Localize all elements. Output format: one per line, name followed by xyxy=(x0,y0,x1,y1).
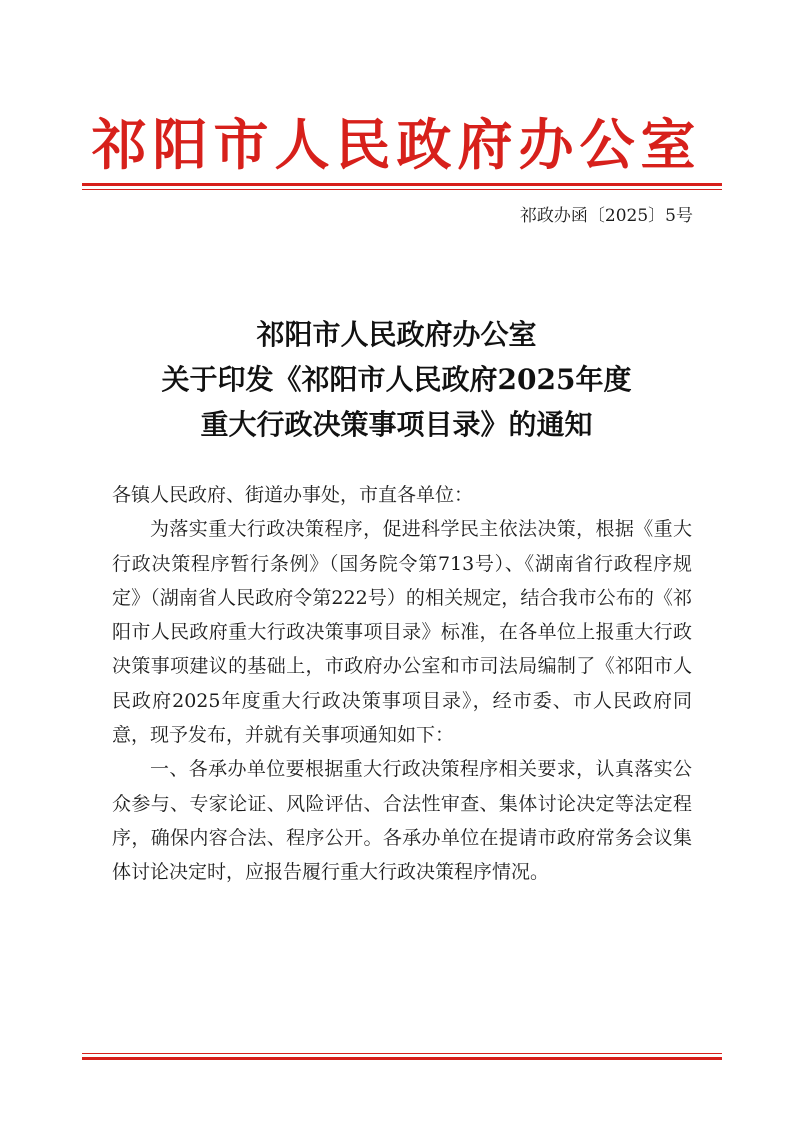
title-line-3: 重大行政决策事项目录》的通知 xyxy=(200,408,593,441)
document-title xyxy=(0,312,793,447)
salutation: 各镇人民政府、街道办事处，市直各单位： xyxy=(112,484,474,506)
document-body xyxy=(112,478,692,890)
footer-red-rule-thick xyxy=(82,1057,722,1060)
document-number: 祁政办函〔2025〕5号 xyxy=(519,206,693,226)
header-red-rule-thick xyxy=(82,183,722,186)
footer-red-rule-thin xyxy=(82,1053,722,1054)
header-red-rule-thin xyxy=(82,189,722,190)
body-paragraph-1: 为落实重大行政决策程序，促进科学民主依法决策，根据《重大行政决策程序暂行条例》（国务院令第713号）、《湖南省行政程序规定》（湖南省人民政府令第222号）的相关规定，结合我市公布的《祁阳市人民政府重大行政决策事项目录》标准，在各单位上报重大行政决策事项建议的基础上，市政府办公室和市司法局编制了《祁阳市人民政府2025年度重大行政决策事项目录》，经市委、市人民政府同意，现予发布，并就有关事项通知如下： xyxy=(112,518,692,747)
body-paragraph-2: 一、各承办单位要根据重大行政决策程序相关要求，认真落实公众参与、专家论证、风险评估、合法性审查、集体讨论决定等法定程序，确保内容合法、程序公开。各承办单位在提请市政府常务会议集体讨论决定时，应报告履行重大行政决策程序情况。 xyxy=(112,758,692,884)
title-line-2: 关于印发《祁阳市人民政府2025年度 xyxy=(161,363,632,396)
issuing-organization-header: 祁阳市人民政府办公室 xyxy=(91,112,702,177)
title-line-1: 祁阳市人民政府办公室 xyxy=(256,318,537,351)
